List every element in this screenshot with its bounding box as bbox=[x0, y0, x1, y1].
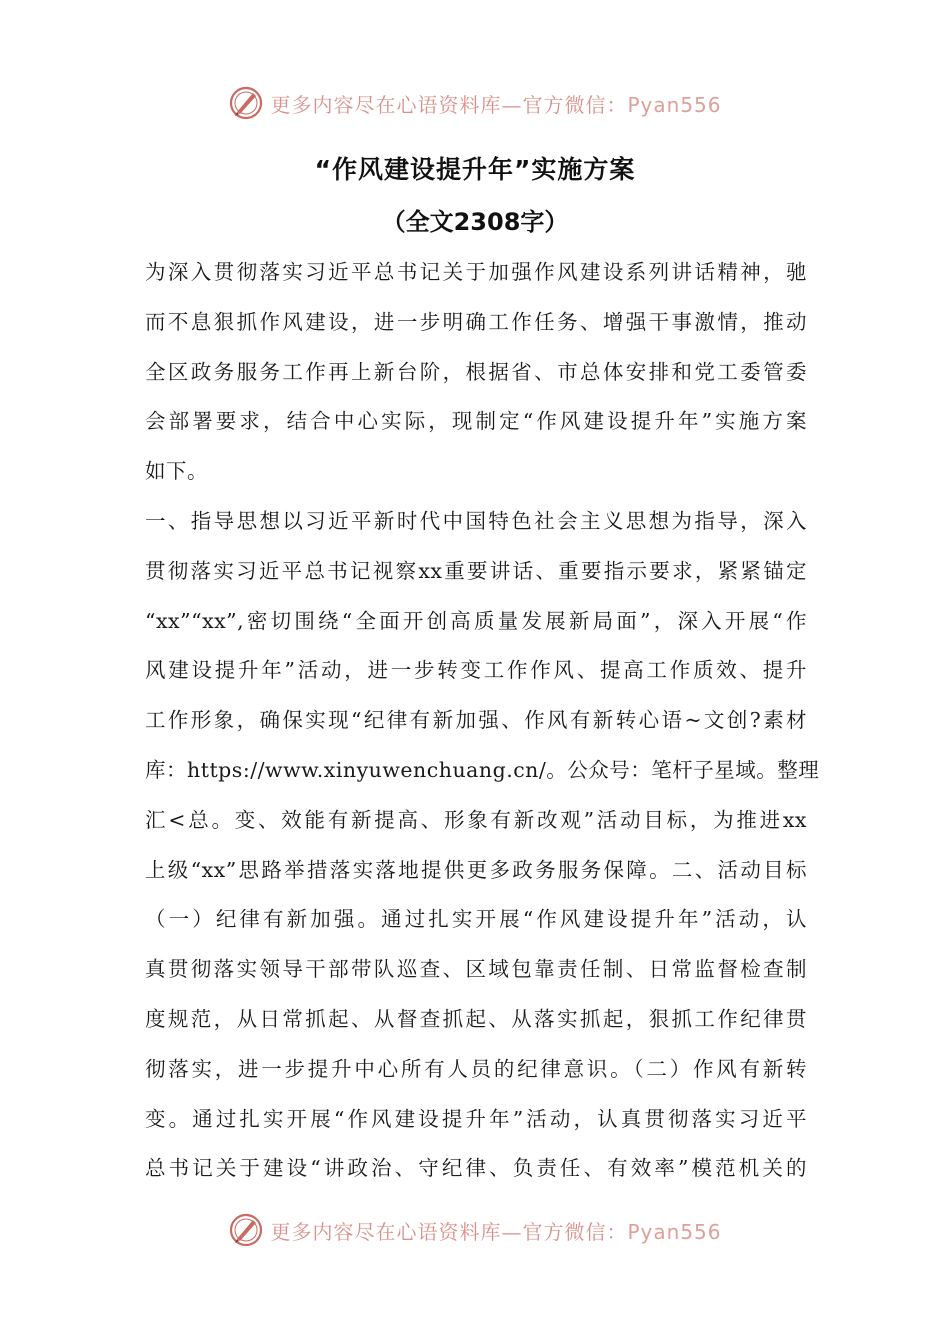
body-line: 彻落实，进一步提升中心所有人员的纪律意识。（二）作风有新转 bbox=[145, 1056, 807, 1081]
wechat-id: Pyan556 bbox=[627, 1219, 722, 1244]
body-line: 工作形象，确保实现“纪律有新加强、作风有新转心语~文创?素材 bbox=[145, 708, 807, 733]
footer-banner bbox=[0, 1205, 950, 1255]
body-line: 汇<总。变、效能有新提高、形象有新改观”活动目标，为推进xx bbox=[145, 807, 807, 832]
wechat-id: Pyan556 bbox=[627, 92, 722, 117]
body-line: 贯彻落实习近平总书记视察xx重要讲话、重要指示要求，紧紧锚定 bbox=[145, 558, 807, 583]
quill-pen-seal-icon bbox=[228, 1212, 264, 1248]
document-body bbox=[145, 248, 820, 1194]
body-line: “xx”“xx”,密切围绕“全面开创高质量发展新局面”，深入开展“作 bbox=[145, 608, 807, 633]
banner-text bbox=[270, 1216, 721, 1245]
banner-slogan: 更多内容尽在心语资料库—官方微信： bbox=[270, 1219, 628, 1244]
body-line: 风建设提升年”活动，进一步转变工作作风、提高工作质效、提升 bbox=[145, 658, 807, 683]
page-title: “作风建设提升年”实施方案 bbox=[314, 155, 636, 184]
quill-pen-seal-icon bbox=[228, 85, 264, 121]
body-line: 上级“xx”思路举措落实落地提供更多政务服务保障。二、活动目标 bbox=[145, 857, 807, 882]
body-line: 总书记关于建设“讲政治、守纪律、负责任、有效率”模范机关的 bbox=[145, 1156, 807, 1181]
page-subtitle: （全文2308字） bbox=[381, 208, 569, 236]
body-line: 度规范，从日常抓起、从督查抓起、从落实抓起，狠抓工作纪律贯 bbox=[145, 1006, 807, 1031]
header-banner bbox=[0, 78, 950, 128]
body-line: 会部署要求，结合中心实际，现制定“作风建设提升年”实施方案 bbox=[145, 409, 807, 434]
body-line: 真贯彻落实领导干部带队巡查、区域包靠责任制、日常监督检查制 bbox=[145, 957, 807, 982]
banner-text bbox=[270, 89, 721, 118]
body-line: 变。通过扎实开展“作风建设提升年”活动，认真贯彻落实习近平 bbox=[145, 1106, 807, 1131]
body-line: 为深入贯彻落实习近平总书记关于加强作风建设系列讲话精神，驰 bbox=[145, 260, 807, 284]
body-line: （一）纪律有新加强。通过扎实开展“作风建设提升年”活动，认 bbox=[145, 907, 807, 932]
body-line: 如下。 bbox=[145, 459, 208, 484]
banner-slogan: 更多内容尽在心语资料库—官方微信： bbox=[270, 92, 628, 117]
body-line: 而不息狠抓作风建设，进一步明确工作任务、增强干事激情，推动 bbox=[145, 309, 807, 334]
body-line: 全区政务服务工作再上新台阶，根据省、市总体安排和党工委管委 bbox=[145, 359, 807, 384]
body-line: 一、指导思想以习近平新时代中国特色社会主义思想为指导，深入 bbox=[145, 508, 807, 533]
body-line: 库：https://www.xinyuwenchuang.cn/。公众号：笔杆子星域。整理 bbox=[145, 757, 820, 782]
